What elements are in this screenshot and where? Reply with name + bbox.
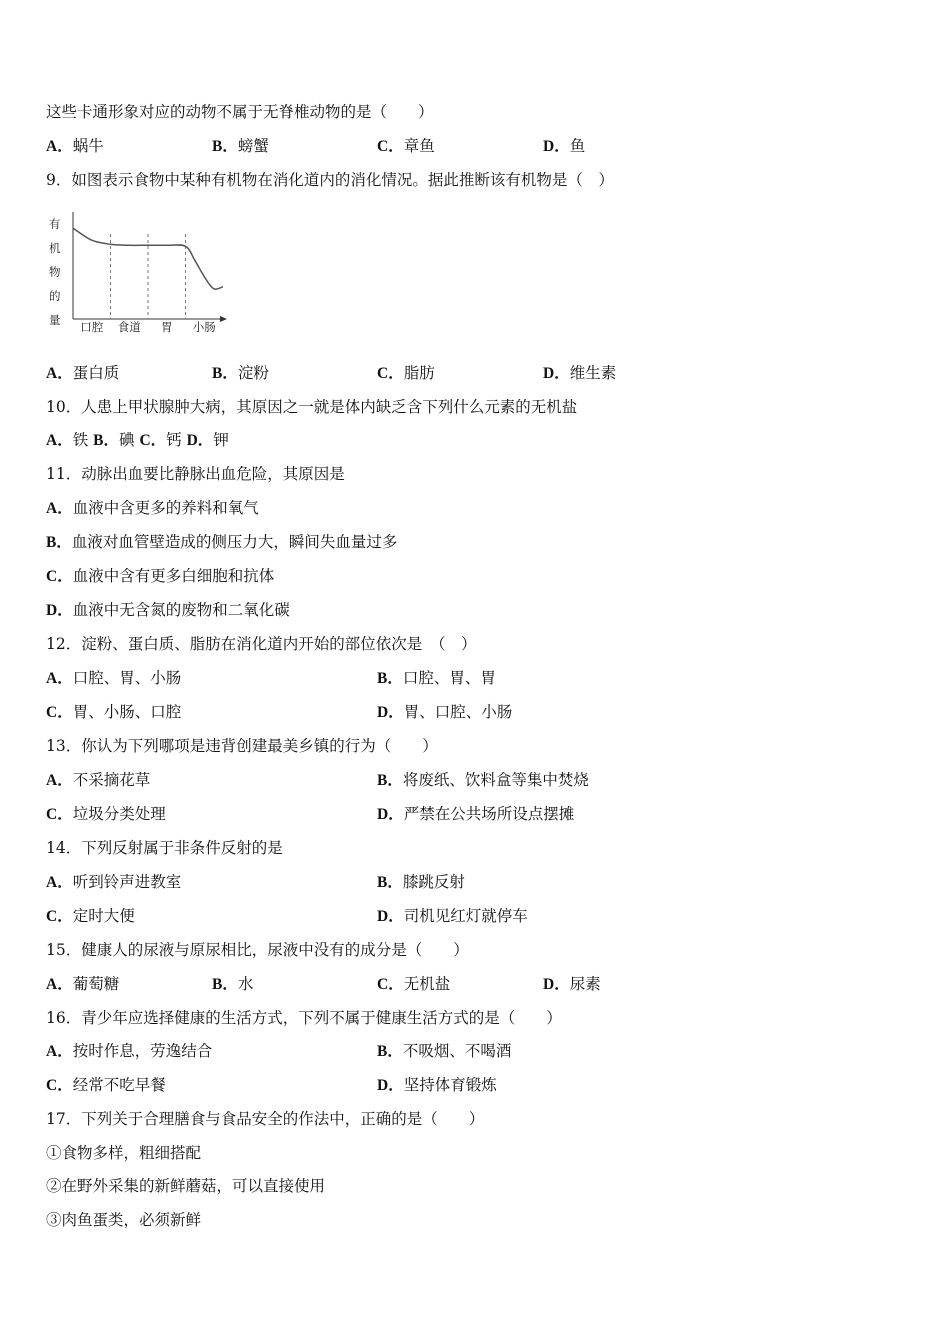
q8-option-a: A．蜗牛: [46, 137, 104, 155]
y-label-char: 量: [49, 313, 61, 327]
q9-option-d: D．维生素: [543, 364, 617, 382]
q12-option-d: D．胃、口腔、小肠: [377, 703, 513, 721]
x-tick-label: 口腔: [80, 320, 104, 334]
y-label-char: 机: [49, 241, 61, 255]
q10-options: [46, 430, 229, 451]
q17-stem: 17．下列关于合理膳食与食品安全的作法中，正确的是（ ）: [46, 1110, 485, 1128]
q16-option-b: B．不吸烟、不喝酒: [377, 1042, 512, 1060]
y-label-char: 物: [49, 265, 61, 279]
q17-item-1: ①食物多样，粗细搭配: [46, 1144, 202, 1162]
q16-option-d: D．坚持体育锻炼: [377, 1076, 497, 1094]
digestion-chart: [44, 212, 234, 342]
q15-option-a: A．葡萄糖: [46, 975, 120, 993]
q17-item-2: ②在野外采集的新鲜蘑菇，可以直接使用: [46, 1177, 326, 1195]
q11-stem: 11．动脉出血要比静脉出血危险，其原因是: [46, 465, 345, 483]
q9-option-c: C．脂肪: [377, 364, 435, 382]
q10-option-d: D．钾: [186, 431, 229, 449]
q16-option-c: C．经常不吃早餐: [46, 1076, 166, 1094]
x-tick-label: 胃: [161, 320, 173, 334]
q8-stem: 这些卡通形象对应的动物不属于无脊椎动物的是（ ）: [46, 103, 434, 121]
q14-option-b: B．膝跳反射: [377, 873, 465, 891]
q15-option-b: B．水: [212, 975, 254, 993]
q12-option-a: A．口腔、胃、小肠: [46, 669, 182, 687]
q13-option-d: D．严禁在公共场所设点摆摊: [377, 805, 575, 823]
q14-option-a: A．听到铃声进教室: [46, 873, 182, 891]
q16-stem: 16．青少年应选择健康的生活方式，下列不属于健康生活方式的是（ ）: [46, 1009, 562, 1027]
q11-option-c: C．血液中含有更多白细胞和抗体: [46, 567, 275, 585]
q9-option-b: B．淀粉: [212, 364, 269, 382]
y-label-char: 有: [49, 217, 61, 231]
q11-option-d: D．血液中无含氮的废物和二氧化碳: [46, 601, 290, 619]
q8-option-d: D．鱼: [543, 137, 586, 155]
q8-option-b: B．螃蟹: [212, 137, 269, 155]
q15-option-d: D．尿素: [543, 975, 601, 993]
q15-option-c: C．无机盐: [377, 975, 451, 993]
q17-item-3: ③肉鱼蛋类，必须新鲜: [46, 1211, 202, 1229]
x-axis-arrow: [220, 316, 227, 322]
q14-option-d: D．司机见红灯就停车: [377, 907, 528, 925]
x-tick-label: 食道: [117, 320, 141, 334]
q13-stem: 13．你认为下列哪项是违背创建最美乡镇的行为（ ）: [46, 737, 438, 755]
q13-option-b: B．将废纸、饮料盒等集中焚烧: [377, 771, 589, 789]
q9-stem: 9．如图表示食物中某种有机物在消化道内的消化情况。据此推断该有机物是（ ）: [46, 171, 614, 189]
q14-option-c: C．定时大便: [46, 907, 135, 925]
q14-stem: 14．下列反射属于非条件反射的是: [46, 839, 283, 857]
q13-option-c: C．垃圾分类处理: [46, 805, 166, 823]
y-axis-label: [49, 217, 61, 327]
q16-option-a: A．按时作息，劳逸结合: [46, 1042, 213, 1060]
q9-option-a: A．蛋白质: [46, 364, 120, 382]
q10-option-c: C．钙: [139, 431, 182, 449]
q12-option-b: B．口腔、胃、胃: [377, 669, 496, 687]
q10-stem: 10．人患上甲状腺肿大病，其原因之一就是体内缺乏含下列什么元素的无机盐: [46, 398, 578, 416]
q13-option-a: A．不采摘花草: [46, 771, 151, 789]
q12-option-c: C．胃、小肠、口腔: [46, 703, 182, 721]
q15-stem: 15．健康人的尿液与原尿相比，尿液中没有的成分是（ ）: [46, 941, 469, 959]
x-tick-label: 小肠: [192, 320, 216, 334]
q12-stem: 12．淀粉、蛋白质、脂肪在消化道内开始的部位依次是 （ ）: [46, 635, 477, 653]
q11-option-b: B．血液对血管壁造成的侧压力大，瞬间失血量过多: [46, 533, 398, 551]
q10-option-a: A．铁: [46, 431, 89, 449]
q8-option-c: C．章鱼: [377, 137, 435, 155]
q10-option-b: B．碘: [93, 431, 135, 449]
q11-option-a: A．血液中含更多的养料和氧气: [46, 499, 259, 517]
y-label-char: 的: [49, 289, 61, 303]
